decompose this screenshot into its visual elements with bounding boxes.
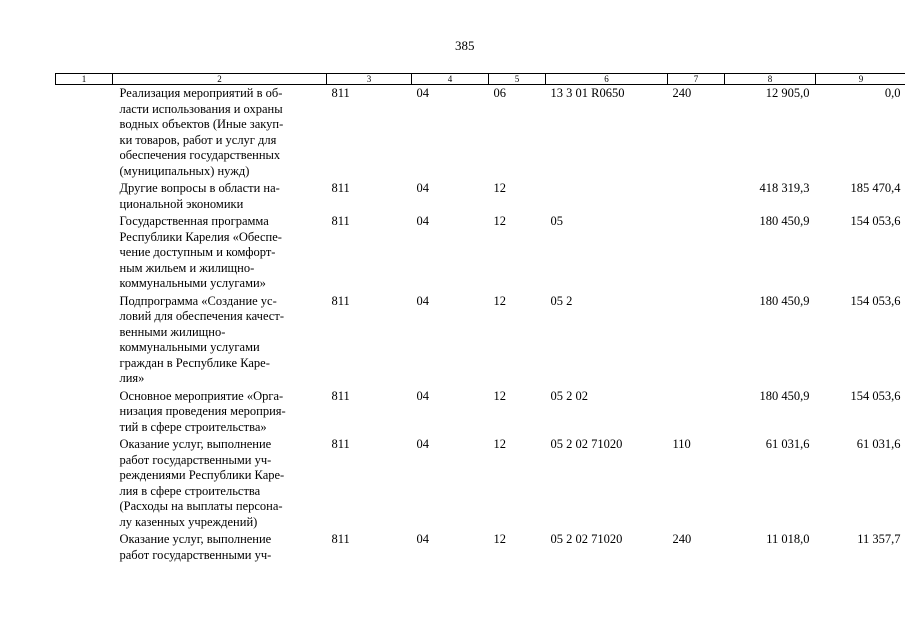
row-value-cell: 180 450,9 <box>759 388 810 403</box>
row-name-cell: Оказание услуг, выполнение работ государственными уч- <box>119 532 272 562</box>
row-value-cell: 05 <box>550 214 563 228</box>
row-value-cell: 05 2 02 <box>550 388 588 403</box>
row-name-cell: Оказание услуг, выполнение работ государственными уч- реждениями Республики Каре- лия в сфере строительства (Расходы на выплаты персона- лу казенных учреждений) <box>119 437 285 529</box>
row-value-cell: 12 <box>493 437 506 451</box>
row-value-cell: 811 <box>331 532 350 546</box>
row-value-cell: 12 <box>493 214 506 228</box>
row-value-cell: 12 <box>493 532 506 546</box>
row-value-cell: 11 357,7 <box>857 532 901 546</box>
row-value-cell <box>56 436 113 531</box>
table-row <box>56 180 905 213</box>
table-body <box>56 85 905 565</box>
row-value-cell: 04 <box>416 532 429 546</box>
row-value-cell <box>56 85 113 181</box>
row-value-cell: 811 <box>331 181 350 195</box>
column-header: 5 <box>489 74 546 85</box>
row-value-cell: 11 018,0 <box>766 532 810 546</box>
row-name-cell: Государственная программа Республики Карелия «Обеспе- чение доступным и комфорт- ным жильем и жилищно- коммунальными услугами» <box>119 214 282 290</box>
row-value-cell: 811 <box>331 388 350 403</box>
row-value-cell: 811 <box>331 437 350 451</box>
row-value-cell: 61 031,6 <box>856 437 901 451</box>
row-value-cell <box>668 388 725 437</box>
page-number: 385 <box>455 38 475 53</box>
row-value-cell: 12 <box>493 388 506 403</box>
row-value-cell: 12 905,0 <box>765 86 810 100</box>
row-value-cell <box>56 531 113 564</box>
row-value-cell: 180 450,9 <box>759 214 810 228</box>
column-header: 2 <box>113 74 327 85</box>
row-value-cell: 180 450,9 <box>759 293 810 308</box>
table-row <box>56 85 905 181</box>
column-header: 9 <box>816 74 905 85</box>
table-row <box>56 293 905 388</box>
row-value-cell: 04 <box>416 437 429 451</box>
row-value-cell: 154 053,6 <box>850 293 901 308</box>
row-value-cell: 04 <box>416 293 429 308</box>
table-row <box>56 531 905 564</box>
row-value-cell <box>56 388 113 437</box>
row-value-cell: 811 <box>331 293 350 308</box>
column-number-header <box>56 74 905 85</box>
column-header: 8 <box>725 74 816 85</box>
row-value-cell: 12 <box>493 181 506 195</box>
row-value-cell: 154 053,6 <box>850 388 901 403</box>
column-header: 3 <box>327 74 412 85</box>
column-header: 4 <box>412 74 489 85</box>
row-value-cell: 0,0 <box>884 86 901 100</box>
row-value-cell <box>668 180 725 213</box>
row-value-cell: 05 2 <box>550 293 573 308</box>
row-value-cell: 13 3 01 R0650 <box>550 86 625 100</box>
row-value-cell: 05 2 02 71020 <box>550 437 623 451</box>
row-value-cell: 06 <box>493 86 506 100</box>
row-value-cell <box>56 213 113 293</box>
row-value-cell <box>56 293 113 388</box>
row-value-cell: 12 <box>493 293 506 308</box>
table-row <box>56 213 905 293</box>
column-header: 7 <box>668 74 725 85</box>
row-value-cell: 61 031,6 <box>765 437 810 451</box>
row-value-cell <box>56 180 113 213</box>
row-value-cell: 811 <box>331 214 350 228</box>
row-value-cell <box>668 293 725 388</box>
budget-table <box>55 73 905 564</box>
row-value-cell: 240 <box>672 532 692 546</box>
row-name-cell: Подпрограмма «Создание ус- ловий для обеспечения качест- венными жилищно- коммунальными услугами граждан в Республике Каре- лия» <box>119 293 284 385</box>
row-value-cell: 154 053,6 <box>850 214 901 228</box>
row-value-cell <box>668 213 725 293</box>
table-row <box>56 388 905 437</box>
row-value-cell <box>546 180 668 213</box>
row-value-cell: 240 <box>672 86 692 100</box>
row-value-cell: 185 470,4 <box>850 181 901 195</box>
row-value-cell: 04 <box>416 214 429 228</box>
row-value-cell: 811 <box>331 86 350 100</box>
row-value-cell: 04 <box>416 388 429 403</box>
column-header: 6 <box>546 74 668 85</box>
row-name-cell: Другие вопросы в области на- циональной экономики <box>119 181 280 211</box>
row-value-cell: 110 <box>672 437 691 451</box>
row-value-cell: 04 <box>416 181 429 195</box>
row-value-cell: 418 319,3 <box>759 181 810 195</box>
row-name-cell: Реализация мероприятий в об- ласти использования и охраны водных объектов (Иные закуп- ки товаров, работ и услуг для обеспечения государственных (муниципальных) нужд) <box>119 86 284 178</box>
column-header: 1 <box>56 74 113 85</box>
row-value-cell: 04 <box>416 86 429 100</box>
row-value-cell: 05 2 02 71020 <box>550 532 623 546</box>
table-row <box>56 436 905 531</box>
row-name-cell: Основное мероприятие «Орга- низация проведения мероприя- тий в сфере строительства» <box>119 388 286 434</box>
